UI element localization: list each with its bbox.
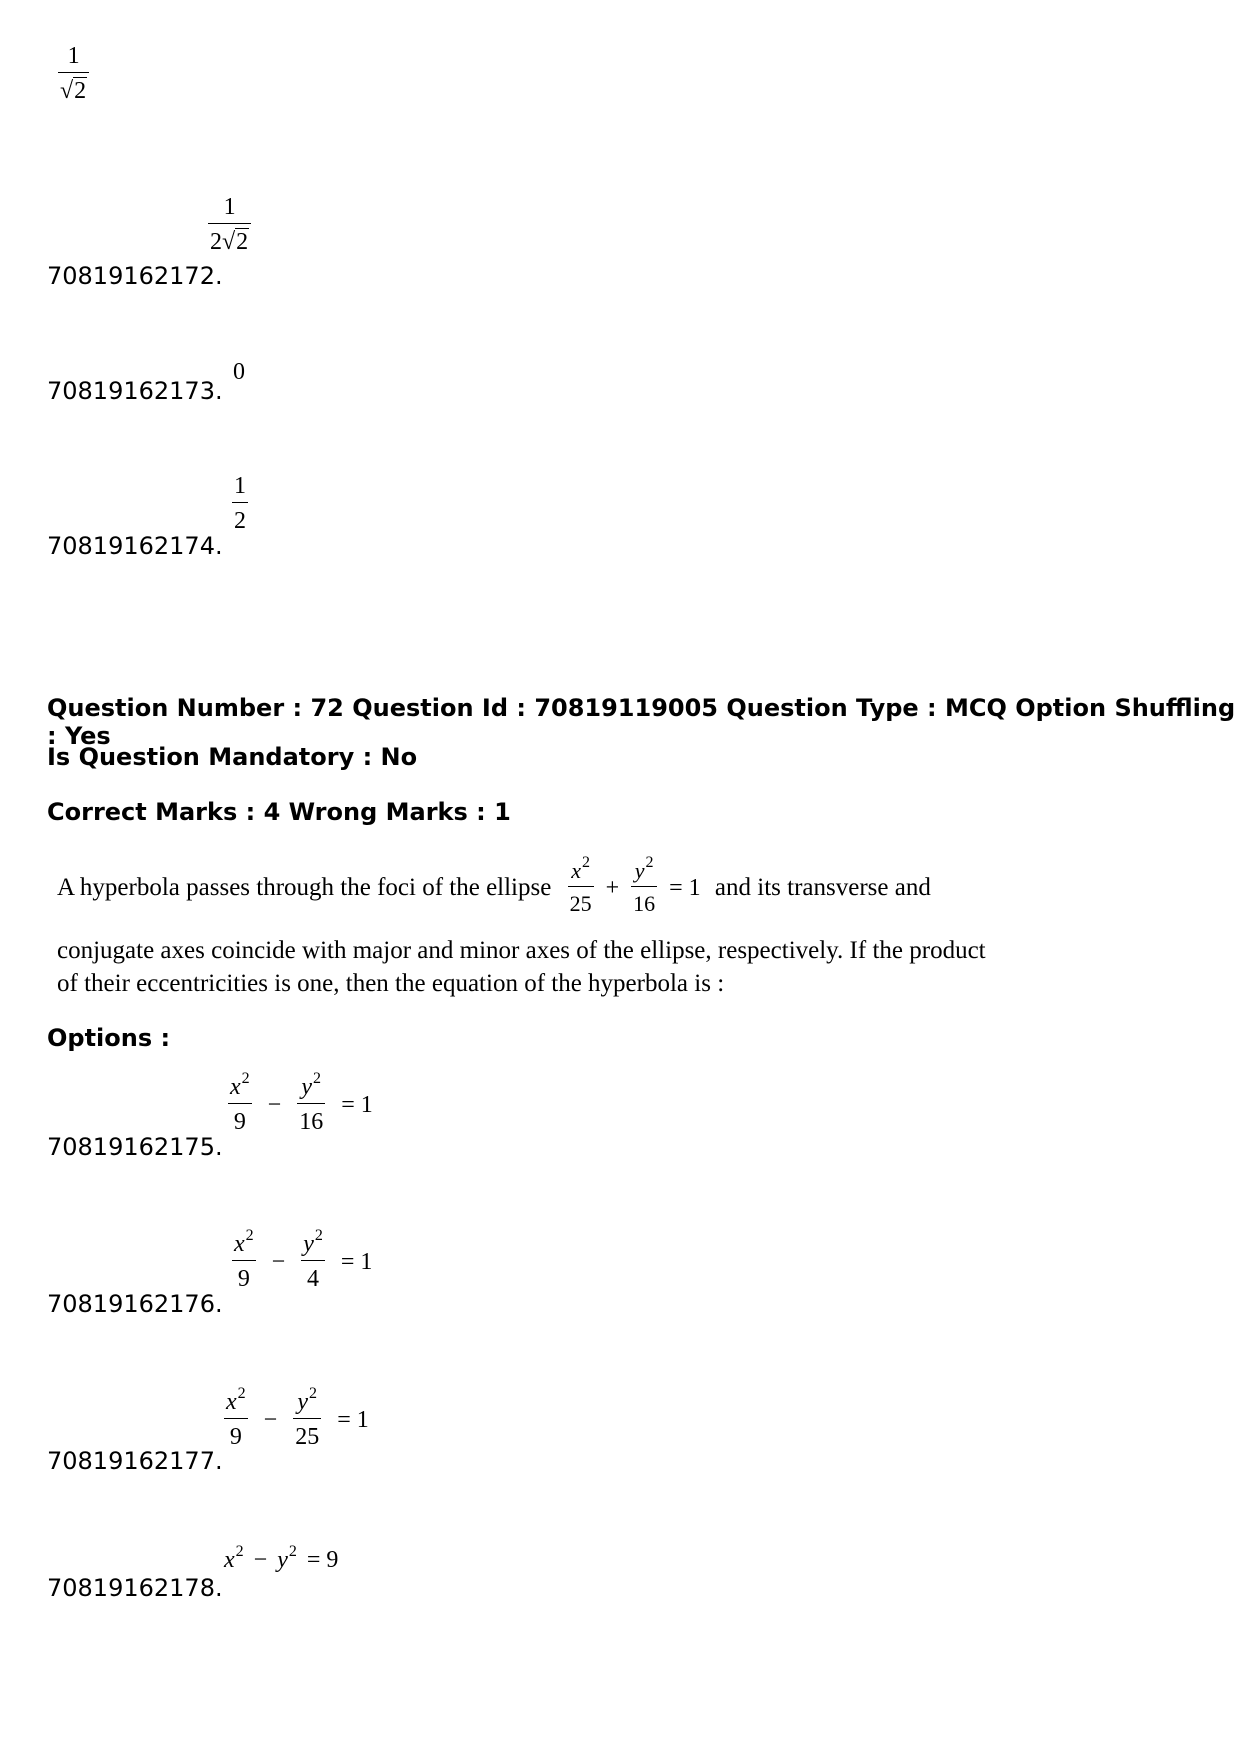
prev-option-expr-2: $\frac{1}{2√2}$ <box>208 195 251 254</box>
question-mandatory: Is Question Mandatory : No <box>47 743 418 771</box>
option-id: 70819162176. <box>47 1290 223 1318</box>
ellipse-equation: $\frac{x^2}{25}$ + $\frac{y^2}{16}$ = 1 <box>569 854 701 916</box>
option-expr-1: $\frac{x^2}{9}$ − $\frac{y^2}{16}$ = 1 <box>230 1070 373 1135</box>
question-text-line-2: conjugate axes coincide with major and minor axes of the ellipse, respectively. If the product <box>57 937 986 964</box>
option-id: 70819162172. <box>47 262 223 290</box>
question-text-line-3: of their eccentricities is one, then the equation of the hyperbola is : <box>57 970 725 997</box>
option-id: 70819162178. <box>47 1574 223 1602</box>
options-label: Options : <box>47 1024 171 1052</box>
option-id: 70819162175. <box>47 1133 223 1161</box>
option-id: 70819162177. <box>47 1447 223 1475</box>
option-expr-3: $\frac{x^2}{9}$ − $\frac{y^2}{25}$ = 1 <box>226 1385 369 1450</box>
prev-option-expr-4: $\frac{1}{2}$ <box>234 473 246 534</box>
option-expr-2: $\frac{x^2}{9}$ − $\frac{y^2}{4}$ = 1 <box>234 1227 373 1292</box>
question-marks: Correct Marks : 4 Wrong Marks : 1 <box>47 798 511 826</box>
option-id: 70819162174. <box>47 532 223 560</box>
prev-option-expr-1: $\frac{1}{√2}$ <box>58 44 89 103</box>
option-id: 70819162173. <box>47 377 223 405</box>
prev-option-expr-3: 0 <box>233 359 245 385</box>
question-header: Question Number : 72 Question Id : 70819119005 Question Type : MCQ Option Shuffling : Yes <box>47 694 1236 750</box>
option-expr-4: $x^2 - y^2 = 9$ <box>224 1543 339 1573</box>
question-text-line-1: A hyperbola passes through the foci of the ellipse $\frac{x^2}{25}$ + $\frac{y^2}{16}$ = 1 and its transverse and <box>57 854 931 916</box>
